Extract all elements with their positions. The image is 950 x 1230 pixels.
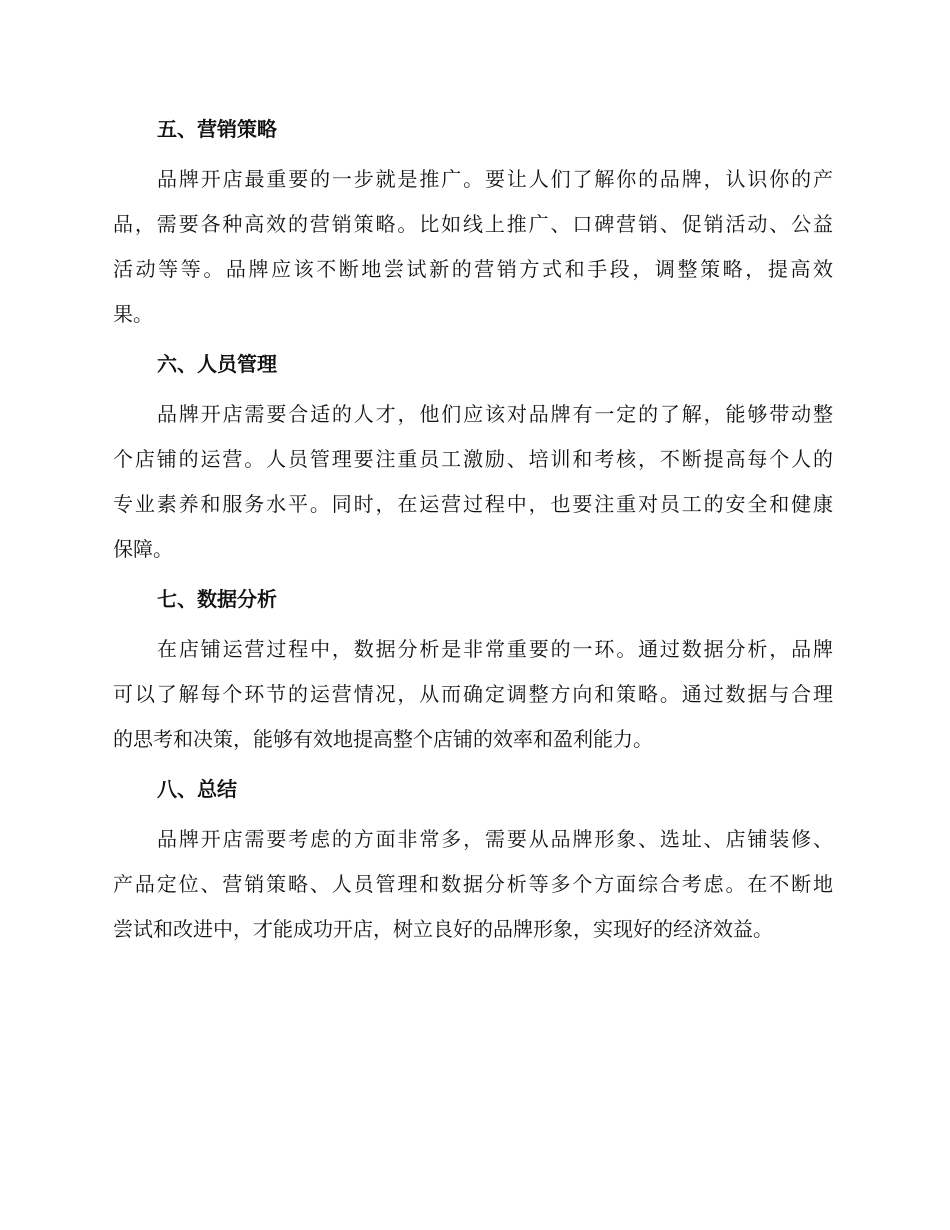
paragraph-line: 个店铺的运营。人员管理要注重员工激励、培训和考核，不断提高每个人的 — [113, 447, 833, 471]
section-heading: 六、人员管理 — [157, 352, 277, 376]
section-heading: 五、营销策略 — [157, 117, 277, 141]
paragraph-line: 品牌开店需要考虑的方面非常多，需要从品牌形象、选址、店铺装修、 — [157, 827, 833, 851]
paragraph-line: 品，需要各种高效的营销策略。比如线上推广、口碑营销、促销活动、公益 — [113, 212, 833, 236]
section-paragraph — [113, 817, 833, 952]
paragraph-line: 保障。 — [113, 537, 173, 561]
paragraph-line: 尝试和改进中，才能成功开店，树立良好的品牌形象，实现好的经济效益。 — [113, 917, 773, 941]
section-heading: 八、总结 — [157, 777, 237, 801]
paragraph-line: 的思考和决策，能够有效地提高整个店铺的效率和盈利能力。 — [113, 727, 653, 751]
section-paragraph — [113, 627, 833, 762]
section-heading: 七、数据分析 — [157, 587, 277, 611]
paragraph-line: 在店铺运营过程中，数据分析是非常重要的一环。通过数据分析，品牌 — [157, 637, 833, 661]
section-paragraph — [113, 392, 833, 572]
paragraph-line: 品牌开店需要合适的人才，他们应该对品牌有一定的了解，能够带动整 — [157, 402, 833, 426]
paragraph-line: 可以了解每个环节的运营情况，从而确定调整方向和策略。通过数据与合理 — [113, 682, 833, 706]
paragraph-line: 专业素养和服务水平。同时，在运营过程中，也要注重对员工的安全和健康 — [113, 492, 833, 516]
paragraph-line: 果。 — [113, 302, 153, 326]
paragraph-line: 品牌开店最重要的一步就是推广。要让人们了解你的品牌，认识你的产 — [157, 167, 833, 191]
paragraph-line: 活动等等。品牌应该不断地尝试新的营销方式和手段，调整策略，提高效 — [113, 257, 833, 281]
section-paragraph — [113, 157, 833, 337]
document-page — [113, 107, 833, 952]
paragraph-line: 产品定位、营销策略、人员管理和数据分析等多个方面综合考虑。在不断地 — [113, 872, 833, 896]
